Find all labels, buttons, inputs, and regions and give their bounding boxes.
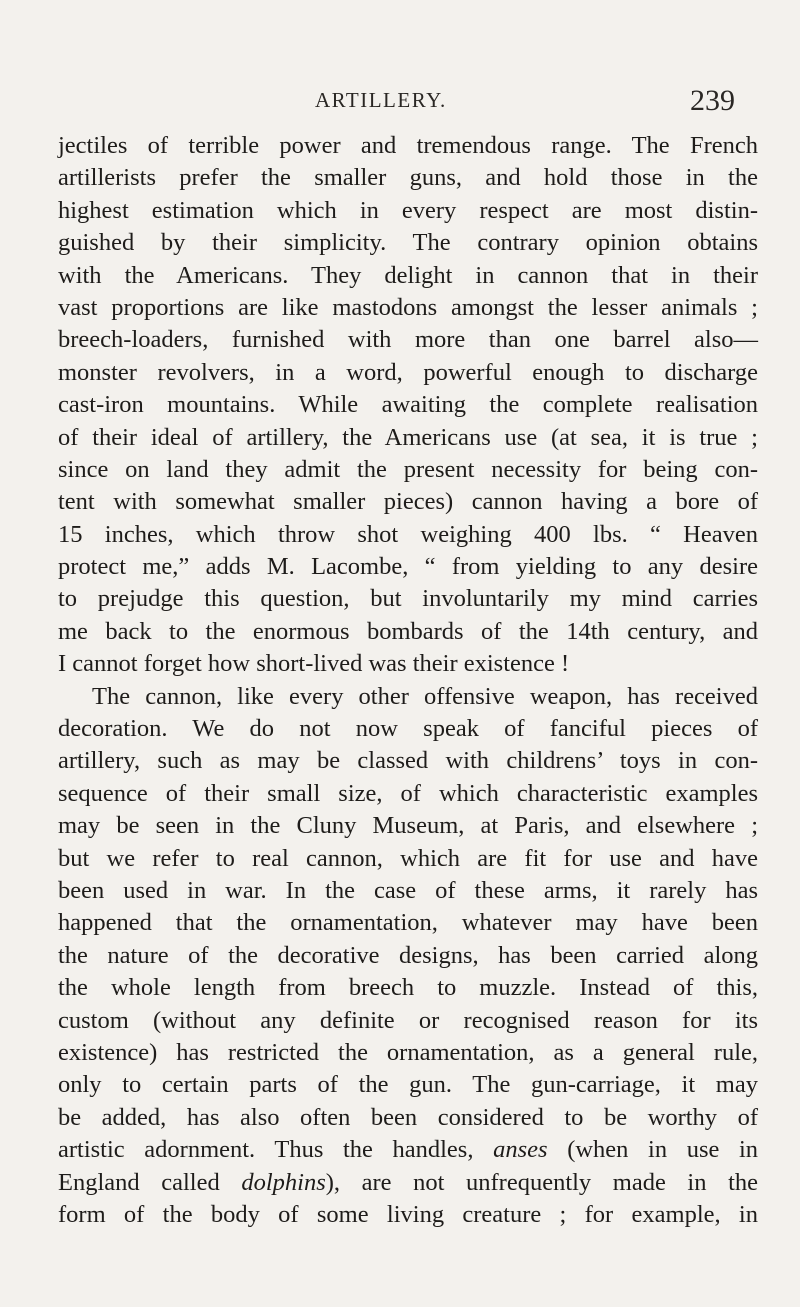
text-line: vast proportions are like mastodons amongst the lesser animals ; [58,293,758,321]
text-line: jectiles of terrible power and tremendous range. The French [58,132,758,159]
text-line-anses [58,1134,758,1166]
text-segment: (when in use in [567,1136,759,1164]
text-segment: England called [58,1168,220,1196]
text-line: tent with somewhat smaller pieces) cannon having a bore of [58,488,758,516]
text-line: may be seen in the Cluny Museum, at Paris, and elsewhere ; [58,812,758,840]
text-line: artillery, such as may be classed with childrens’ toys in con- [58,747,758,775]
text-line: highest estimation which in every respect are most distin- [58,196,758,224]
text-line: sequence of their small size, of which characteristic examples [58,779,758,807]
text-line: the whole length from breech to muzzle. Instead of this, [58,974,758,1002]
italic-term-anses: anses [493,1136,548,1164]
text-line: with the Americans. They delight in cannon that in their [58,261,758,289]
text-line: artillerists prefer the smaller guns, and hold those in the [58,164,758,192]
paragraph-start-line: The cannon, like every other offensive weapon, has received [92,682,758,710]
text-line: of their ideal of artillery, the Americans use (at sea, it is true ; [58,423,758,451]
text-line: form of the body of some living creature ; for example, in [58,1200,758,1228]
running-head [0,84,800,128]
text-segment: ), are not unfrequently made in the [325,1168,758,1196]
text-line: existence) has restricted the ornamentation, as a general rule, [58,1038,758,1066]
text-line: me back to the enormous bombards of the 14th century, and [58,617,758,645]
text-line-dolphins [58,1167,758,1199]
text-line: guished by their simplicity. The contrary opinion obtains [58,229,758,257]
text-line: since on land they admit the present necessity for being con- [58,455,758,483]
text-line: cast-iron mountains. While awaiting the complete realisation [58,391,758,419]
text-line: the nature of the decorative designs, has been carried along [58,941,758,969]
text-line: decoration. We do not now speak of fanciful pieces of [58,715,758,743]
text-line: to prejudge this question, but involuntarily my mind carries [58,585,758,613]
italic-term-dolphins: dolphins [241,1168,326,1196]
body-text [58,130,758,1231]
text-line: breech-loaders, furnished with more than one barrel also— [58,326,758,354]
text-line: monster revolvers, in a word, powerful enough to discharge [58,358,758,386]
page-number: 239 [690,84,735,117]
text-segment: artistic adornment. Thus the handles, [58,1136,474,1164]
text-line: be added, has also often been considered to be worthy of [58,1103,758,1131]
text-line: I cannot forget how short-lived was their existence ! [58,650,570,678]
running-title: ARTILLERY. [315,88,447,112]
text-line: happened that the ornamentation, whatever may have been [58,909,758,937]
text-line: only to certain parts of the gun. The gun-carriage, it may [58,1071,758,1099]
text-line: custom (without any definite or recognised reason for its [58,1006,758,1034]
text-line: protect me,” adds M. Lacombe, “ from yielding to any desire [58,553,758,581]
text-line: but we refer to real cannon, which are fit for use and have [58,844,758,872]
text-line: been used in war. In the case of these arms, it rarely has [58,876,758,904]
text-line: 15 inches, which throw shot weighing 400 lbs. “ Heaven [58,520,758,548]
